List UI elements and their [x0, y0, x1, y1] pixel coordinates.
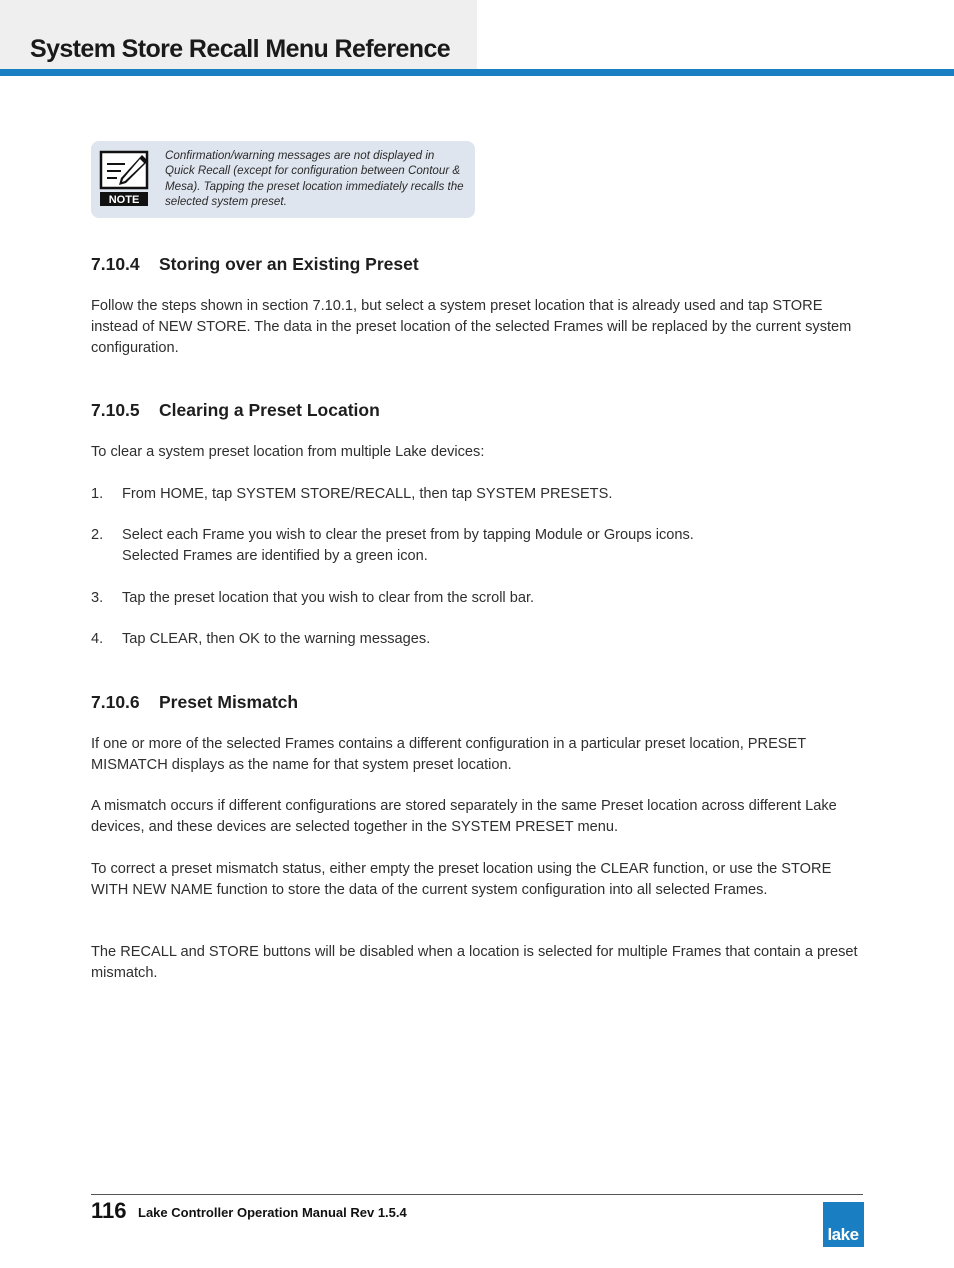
list-item	[91, 484, 861, 505]
footer-divider	[91, 1194, 863, 1195]
paragraph-intro: To clear a system preset location from multiple Lake devices:	[91, 444, 485, 460]
list-item-text: Select each Frame you wish to clear the preset from by tapping Module or Groups icons.	[122, 527, 694, 543]
manual-title: Lake Controller Operation Manual Rev 1.5.4	[138, 1205, 407, 1220]
list-item-text: Tap CLEAR, then OK to the warning messages.	[122, 631, 431, 647]
section-heading-7-10-5	[91, 399, 380, 421]
section-title: Preset Mismatch	[159, 692, 299, 712]
list-item	[91, 588, 861, 609]
paragraph: If one or more of the selected Frames contains a different configuration in a particular preset location, PRESET MISMATCH displays as the name for that system preset location.	[91, 736, 806, 773]
header-accent-bar	[0, 69, 954, 76]
logo-text: lake	[827, 1225, 859, 1244]
section-heading-7-10-4	[91, 253, 419, 275]
lake-logo-icon	[823, 1202, 864, 1247]
section-number: 7.10.4	[91, 254, 140, 274]
paragraph: To correct a preset mismatch status, either empty the preset location using the CLEAR function, or use the STORE WITH NEW NAME function to store the data of the current system configuration into all selected Frames.	[91, 861, 832, 898]
paragraph: A mismatch occurs if different configurations are stored separately in the same Preset location across different Lake devices, and these devices are selected together in the SYSTEM PRESET menu.	[91, 798, 837, 835]
paragraph: The RECALL and STORE buttons will be disabled when a location is selected for multiple Frames that contain a preset mismatch.	[91, 944, 858, 981]
list-item-text: From HOME, tap SYSTEM STORE/RECALL, then tap SYSTEM PRESETS.	[122, 486, 613, 502]
page-number: 116	[91, 1198, 127, 1223]
note-icon-label: NOTE	[108, 194, 140, 206]
note-callout	[91, 141, 475, 218]
list-item-number: 1.	[91, 486, 104, 502]
list-item	[91, 525, 861, 567]
list-item	[91, 629, 861, 650]
note-text: Confirmation/warning messages are not displayed in Quick Recall (except for configuration between Contour & Mesa). Tapping the preset location immediately recalls the selected system preset.	[165, 149, 464, 208]
section-heading-7-10-6	[91, 691, 298, 713]
note-pencil-icon	[99, 150, 149, 206]
list-item-text-continued: Selected Frames are identified by a green icon.	[122, 547, 428, 564]
list-item-number: 3.	[91, 590, 104, 606]
paragraph: Follow the steps shown in section 7.10.1, but select a system preset location that is already used and tap STORE instead of NEW STORE. The data in the preset location of the selected Frames will be replaced by the current system configuration.	[91, 298, 852, 356]
list-item-text: Tap the preset location that you wish to clear from the scroll bar.	[122, 590, 535, 606]
list-item-number: 2.	[91, 527, 104, 543]
section-title: Clearing a Preset Location	[159, 400, 380, 420]
page-title: System Store Recall Menu Reference	[30, 35, 451, 63]
section-number: 7.10.5	[91, 400, 140, 420]
section-number: 7.10.6	[91, 692, 140, 712]
section-title: Storing over an Existing Preset	[159, 254, 419, 274]
list-item-number: 4.	[91, 631, 104, 647]
